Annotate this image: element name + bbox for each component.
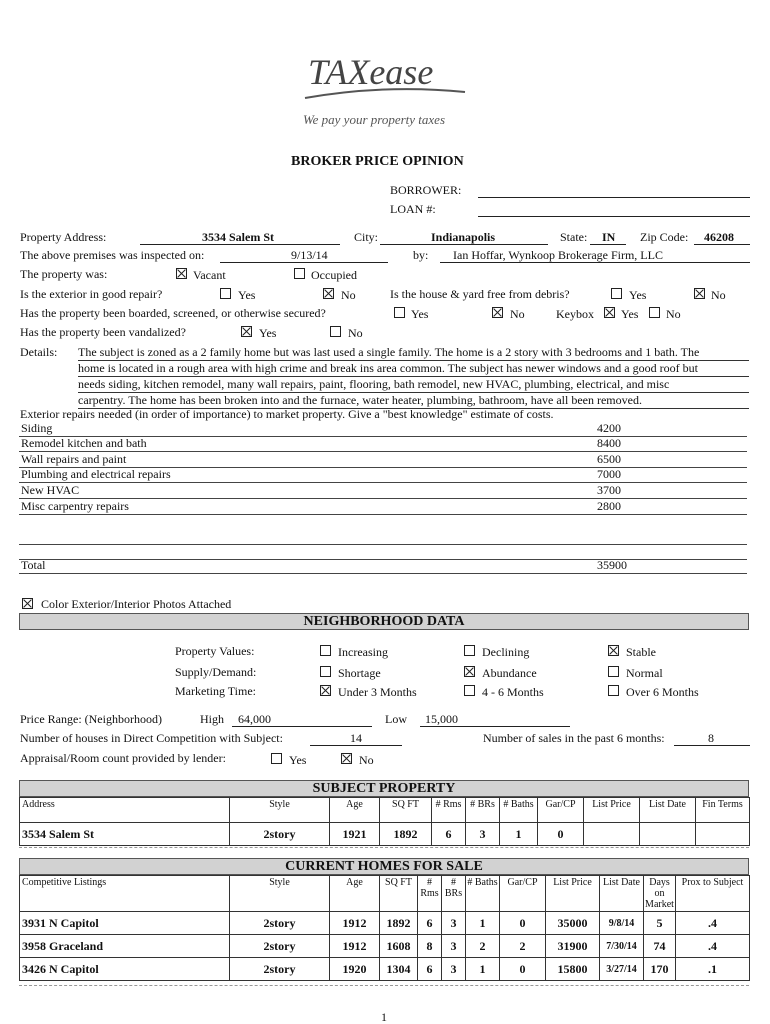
state-value[interactable]: IN	[602, 230, 616, 244]
total-label: Total	[21, 558, 46, 572]
col-header: List Price	[584, 798, 640, 823]
boarded-yes-checkbox[interactable]	[394, 307, 405, 318]
under3-label: Under 3 Months	[338, 685, 417, 699]
keybox-yes-checkbox[interactable]	[604, 307, 615, 318]
col-header: # BRs	[466, 798, 500, 823]
boarded-no-label: No	[510, 307, 525, 321]
supply-label: Supply/Demand:	[175, 665, 257, 679]
col-header: # Baths	[500, 798, 538, 823]
debris-yes-checkbox[interactable]	[611, 288, 622, 299]
by-label: by:	[413, 248, 429, 262]
col-header: Gar/CP	[500, 876, 546, 912]
cell: 2story	[230, 958, 330, 981]
col-header: SQ FT	[380, 798, 432, 823]
repair-name: Siding	[21, 421, 53, 435]
vandal-no-checkbox[interactable]	[330, 326, 341, 337]
cell: 3	[466, 823, 500, 846]
cell: 6	[418, 912, 442, 935]
competition-label: Number of houses in Direct Competition with Subject:	[20, 731, 283, 745]
details-text[interactable]	[78, 345, 749, 409]
exterior-yes-checkbox[interactable]	[220, 288, 231, 299]
occupied-label: Occupied	[311, 268, 357, 282]
stable-checkbox[interactable]	[608, 645, 619, 656]
increasing-checkbox[interactable]	[320, 645, 331, 656]
col-header: List Price	[546, 876, 600, 912]
col-header: # BRs	[442, 876, 466, 912]
inspected-label: The above premises was inspected on:	[20, 248, 205, 262]
divider	[19, 985, 749, 986]
current-table	[19, 875, 750, 981]
current-header: CURRENT HOMES FOR SALE	[19, 858, 749, 875]
repair-row[interactable]	[19, 467, 747, 483]
details-line: carpentry. The home has been broken into and the furnace, water heater, plumbing, bathroom, have all been removed.	[78, 393, 749, 409]
repair-row-empty[interactable]	[19, 529, 747, 545]
loan-label: LOAN #:	[390, 202, 436, 216]
zip-label: Zip Code:	[640, 230, 689, 244]
cell: 1	[466, 958, 500, 981]
keybox-yes-label: Yes	[621, 307, 639, 321]
cell: 3958 Graceland	[20, 935, 230, 958]
col-header: Age	[330, 876, 380, 912]
repair-name: Remodel kitchen and bath	[21, 436, 147, 450]
over6-checkbox[interactable]	[608, 685, 619, 696]
occupied-checkbox[interactable]	[294, 268, 305, 279]
repair-row[interactable]	[19, 499, 747, 515]
declining-label: Declining	[482, 645, 530, 659]
col-header: Gar/CP	[538, 798, 584, 823]
cell: 1920	[330, 958, 380, 981]
brand-tagline: We pay your property taxes	[303, 112, 446, 127]
debris-label: Is the house & yard free from debris?	[390, 287, 570, 301]
repair-cost: 4200	[597, 421, 621, 435]
cell: 3/27/14	[600, 958, 644, 981]
cell: 2	[466, 935, 500, 958]
price-range-label: Price Range: (Neighborhood)	[20, 712, 162, 726]
exterior-no-label: No	[341, 288, 356, 302]
debris-yes-label: Yes	[629, 288, 647, 302]
sales-label: Number of sales in the past 6 months:	[483, 731, 665, 745]
cell: 0	[500, 912, 546, 935]
col-header: List Date	[640, 798, 696, 823]
inspected-value[interactable]: 9/13/14	[291, 248, 328, 262]
col-header: Days on Market	[645, 877, 674, 910]
col-header: SQ FT	[380, 876, 418, 912]
cell: .1	[676, 958, 750, 981]
cell: 1	[500, 823, 538, 846]
col-header: Fin Terms	[696, 798, 750, 823]
col-header: Competitive Listings	[20, 876, 230, 912]
cell	[640, 823, 696, 846]
table-row[interactable]	[20, 935, 750, 958]
low-label: Low	[385, 712, 407, 726]
shortage-label: Shortage	[338, 666, 381, 680]
cell: 8	[418, 935, 442, 958]
loan-field[interactable]	[478, 216, 750, 217]
cell: 35000	[546, 912, 600, 935]
cell: 15800	[546, 958, 600, 981]
repair-cost: 7000	[597, 467, 621, 481]
cell: 3534 Salem St	[20, 823, 230, 846]
table-header-row	[20, 798, 750, 823]
cell: 1304	[380, 958, 418, 981]
repair-row[interactable]	[19, 483, 747, 499]
stable-label: Stable	[626, 645, 656, 659]
competition-value[interactable]: 14	[350, 731, 362, 745]
cell: 1	[466, 912, 500, 935]
repair-cost: 8400	[597, 436, 621, 450]
col-header: Prox to Subject	[676, 876, 750, 912]
table-header-row	[20, 876, 750, 912]
col-header: Address	[20, 798, 230, 823]
appraisal-label: Appraisal/Room count provided by lender:	[20, 751, 226, 765]
high-value[interactable]: 64,000	[238, 712, 271, 726]
neighborhood-header: NEIGHBORHOOD DATA	[19, 613, 749, 630]
repair-name: Plumbing and electrical repairs	[21, 467, 171, 481]
exterior-yes-label: Yes	[238, 288, 256, 302]
state-label: State:	[560, 230, 588, 244]
cell: .4	[676, 935, 750, 958]
cell: 3	[442, 958, 466, 981]
cell: 2story	[230, 912, 330, 935]
boarded-no-checkbox[interactable]	[492, 307, 503, 318]
logo-swoosh-icon	[300, 86, 470, 102]
col-header: # Rms	[418, 876, 442, 912]
cell: 3	[442, 935, 466, 958]
abundance-checkbox[interactable]	[464, 666, 475, 677]
values-label: Property Values:	[175, 644, 255, 658]
normal-checkbox[interactable]	[608, 666, 619, 677]
details-line: The subject is zoned as a 2 family home but was last used a single family. The home is a 2 story with 3 bedrooms and 1 bath. The	[78, 345, 749, 361]
repairs-intro: Exterior repairs needed (in order of importance) to market property. Give a "best knowledge" estimate of costs.	[20, 407, 554, 421]
vandal-yes-label: Yes	[259, 326, 277, 340]
repair-name: New HVAC	[21, 483, 80, 497]
repair-name: Wall repairs and paint	[21, 452, 127, 466]
total-row[interactable]	[19, 558, 747, 574]
cell: 3	[442, 912, 466, 935]
cell: 1921	[330, 823, 380, 846]
cell: 0	[500, 958, 546, 981]
cell: 74	[644, 935, 676, 958]
subject-header: SUBJECT PROPERTY	[19, 780, 749, 797]
appraisal-yes-label: Yes	[289, 753, 307, 767]
col-header: Style	[230, 798, 330, 823]
cell	[584, 823, 640, 846]
subject-table	[19, 797, 750, 846]
repair-cost: 6500	[597, 452, 621, 466]
cell: 170	[644, 958, 676, 981]
details-line: home is located in a rough area with high crime and break ins area common. The subject has newer windows and a good roof but	[78, 361, 749, 377]
sales-value[interactable]: 8	[708, 731, 714, 745]
borrower-field[interactable]	[478, 197, 750, 198]
keybox-label: Keybox	[556, 307, 594, 321]
under3-checkbox[interactable]	[320, 685, 331, 696]
vacant-checkbox[interactable]	[176, 268, 187, 279]
page-title: BROKER PRICE OPINION	[291, 154, 464, 169]
details-line: needs siding, kitchen remodel, many wall repairs, paint, flooring, bath remodel, new HVAC, plumbing, electrical, and misc	[78, 377, 749, 393]
city-value[interactable]: Indianapolis	[431, 230, 496, 244]
keybox-no-label: No	[666, 307, 681, 321]
cell: 3931 N Capitol	[20, 912, 230, 935]
city-label: City:	[354, 230, 379, 244]
page-number: 1	[381, 1010, 387, 1024]
table-row[interactable]	[20, 823, 750, 846]
declining-checkbox[interactable]	[464, 645, 475, 656]
m4to6-checkbox[interactable]	[464, 685, 475, 696]
col-header: Style	[230, 876, 330, 912]
repair-cost: 3700	[597, 483, 621, 497]
cell: 3426 N Capitol	[20, 958, 230, 981]
col-header: List Date	[600, 876, 644, 912]
cell: 1912	[330, 935, 380, 958]
vandal-label: Has the property been vandalized?	[20, 325, 186, 339]
repair-row[interactable]	[19, 421, 747, 437]
address-label: Property Address:	[20, 230, 107, 244]
divider	[19, 847, 749, 848]
marketing-label: Marketing Time:	[175, 684, 257, 698]
cell: 2story	[230, 935, 330, 958]
appraisal-yes-checkbox[interactable]	[271, 753, 282, 764]
cell: 0	[538, 823, 584, 846]
boarded-label: Has the property been boarded, screened, or otherwise secured?	[20, 306, 326, 320]
repair-name: Misc carpentry repairs	[21, 499, 129, 513]
cell: 7/30/14	[600, 935, 644, 958]
cell: 1892	[380, 912, 418, 935]
col-header: # Baths	[466, 876, 500, 912]
low-value[interactable]: 15,000	[425, 712, 458, 726]
cell	[696, 823, 750, 846]
increasing-label: Increasing	[338, 645, 388, 659]
details-label: Details:	[20, 345, 58, 359]
cell: .4	[676, 912, 750, 935]
over6-label: Over 6 Months	[626, 685, 699, 699]
address-value[interactable]: 3534 Salem St	[202, 230, 274, 244]
photos-label: Color Exterior/Interior Photos Attached	[41, 597, 232, 611]
high-label: High	[200, 712, 224, 726]
cell: 1892	[380, 823, 432, 846]
cell: 1608	[380, 935, 418, 958]
property-was-label: The property was:	[20, 267, 108, 281]
cell: 2story	[230, 823, 330, 846]
brand-logo: TAXease	[308, 52, 434, 92]
cell: 2	[500, 935, 546, 958]
exterior-label: Is the exterior in good repair?	[20, 287, 163, 301]
col-header: Age	[330, 798, 380, 823]
appraisal-no-label: No	[359, 753, 374, 767]
cell: 31900	[546, 935, 600, 958]
cell: 5	[644, 912, 676, 935]
boarded-yes-label: Yes	[411, 307, 429, 321]
photos-checkbox[interactable]	[22, 598, 33, 609]
table-row[interactable]	[20, 912, 750, 935]
cell: 9/8/14	[600, 912, 644, 935]
cell: 6	[432, 823, 466, 846]
repair-cost: 2800	[597, 499, 621, 513]
debris-no-label: No	[711, 288, 726, 302]
col-header: # Rms	[432, 798, 466, 823]
keybox-no-checkbox[interactable]	[649, 307, 660, 318]
cell: 1912	[330, 912, 380, 935]
vandal-no-label: No	[348, 326, 363, 340]
vacant-label: Vacant	[193, 268, 226, 282]
debris-no-checkbox[interactable]	[694, 288, 705, 299]
repair-row[interactable]	[19, 452, 747, 468]
repair-row[interactable]	[19, 436, 747, 452]
vandal-yes-checkbox[interactable]	[241, 326, 252, 337]
exterior-no-checkbox[interactable]	[323, 288, 334, 299]
total-value: 35900	[597, 558, 627, 572]
zip-value[interactable]: 46208	[704, 230, 734, 244]
by-value[interactable]: Ian Hoffar, Wynkoop Brokerage Firm, LLC	[453, 248, 663, 262]
appraisal-no-checkbox[interactable]	[341, 753, 352, 764]
abundance-label: Abundance	[482, 666, 537, 680]
cell: 6	[418, 958, 442, 981]
m4to6-label: 4 - 6 Months	[482, 685, 544, 699]
table-row[interactable]	[20, 958, 750, 981]
shortage-checkbox[interactable]	[320, 666, 331, 677]
borrower-label: BORROWER:	[390, 183, 462, 197]
normal-label: Normal	[626, 666, 663, 680]
